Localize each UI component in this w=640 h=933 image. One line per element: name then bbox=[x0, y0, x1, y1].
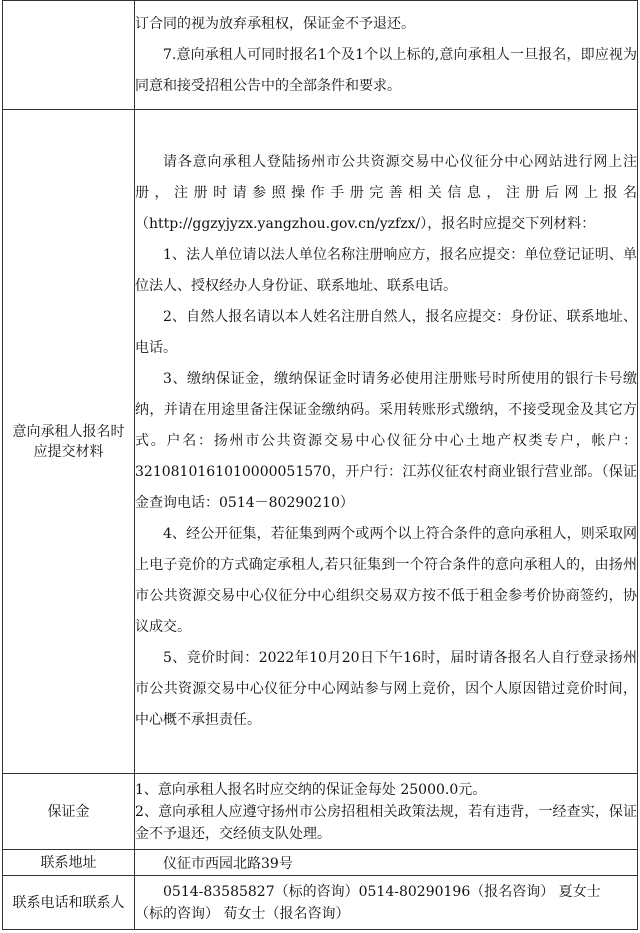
materials-label-line: 应提交材料 bbox=[33, 443, 104, 460]
address-value: 仪征市西园北路39号 bbox=[135, 850, 638, 876]
paragraph: 5、竞价时间：2022年10月20日下午16时，届时请各报名人自行登录扬州市公共资源交易中心仪征分中心网站参与网上竞价，因个人原因错过竞价时间，中心概不承担责任。 bbox=[135, 650, 637, 728]
materials-label-line: 意向承租人报名时 bbox=[12, 423, 125, 440]
paragraph: 2、意向承租人应遵守扬州市公房招租相关政策法规，若有违背，一经查实，保证金不予退还，交经侦支队处理。 bbox=[135, 803, 637, 842]
paragraph: 7.意向承租人可同时报名1个及1个以上标的,意向承租人一旦报名，即应视为同意和接受招租公告中的全部条件和要求。 bbox=[135, 46, 637, 94]
address-label: 联系地址 bbox=[3, 850, 135, 876]
deposit-label: 保证金 bbox=[3, 774, 135, 850]
paragraph: 2、自然人报名请以本人姓名注册自然人，报名应提交：身份证、联系地址、电话。 bbox=[135, 309, 637, 356]
deposit-content-cell bbox=[135, 774, 638, 850]
contact-line: （标的咨询） 荀女士（报名咨询） bbox=[135, 905, 350, 922]
announcement-table bbox=[2, 0, 638, 930]
materials-content-cell bbox=[135, 110, 638, 774]
materials-row bbox=[3, 110, 638, 774]
contact-label: 联系电话和联系人 bbox=[3, 876, 135, 930]
paragraph: 订合同的视为放弃承租权，保证金不予退还。 bbox=[135, 15, 415, 32]
continuation-label-cell bbox=[3, 1, 135, 110]
paragraph: 4、经公开征集，若征集到两个或两个以上符合条件的意向承租人，则采取网上电子竞价的方式确定承租人,若只征集到一个符合条件的意向承租人的，由扬州市公共资源交易中心仪征分中心组织交易双方按不低于租金参考价协商签约，协议成交。 bbox=[135, 526, 637, 635]
address-row bbox=[3, 850, 638, 876]
contact-content-cell bbox=[135, 876, 638, 930]
contact-line: 0514-83585827（标的咨询）0514-80290196（报名咨询） 夏女士 bbox=[163, 883, 601, 900]
paragraph: 1、意向承租人报名时应交纳的保证金每处 25000.0元。 bbox=[135, 781, 487, 798]
deposit-row bbox=[3, 774, 638, 850]
continuation-row bbox=[3, 1, 638, 110]
materials-label-cell bbox=[3, 110, 135, 774]
continuation-content-cell bbox=[135, 1, 638, 110]
paragraph: 请各意向承租人登陆扬州市公共资源交易中心仪征分中心网站进行网上注册，注册时请参照操作手册完善相关信息，注册后网上报名（http://ggzyjyzx.yangzhou.gov.cn/yzfzx/），报名时应提交下列材料： bbox=[135, 154, 637, 232]
paragraph: 3、缴纳保证金，缴纳保证金时请务必使用注册账号时所使用的银行卡号缴纳，并请在用途里备注保证金缴纳码。采用转账形式缴纳，不接受现金及其它方式。户名：扬州市公共资源交易中心仪征分中心土地产权类专户，帐户：3210810161010000051570，开户行：江苏仪征农村商业银行营业部。（保证金查询电话：0514－80290210） bbox=[135, 371, 637, 511]
contact-row bbox=[3, 876, 638, 930]
paragraph: 1、法人单位请以法人单位名称注册响应方，报名应提交：单位登记证明、单位法人、授权经办人身份证、联系地址、联系电话。 bbox=[135, 247, 637, 294]
